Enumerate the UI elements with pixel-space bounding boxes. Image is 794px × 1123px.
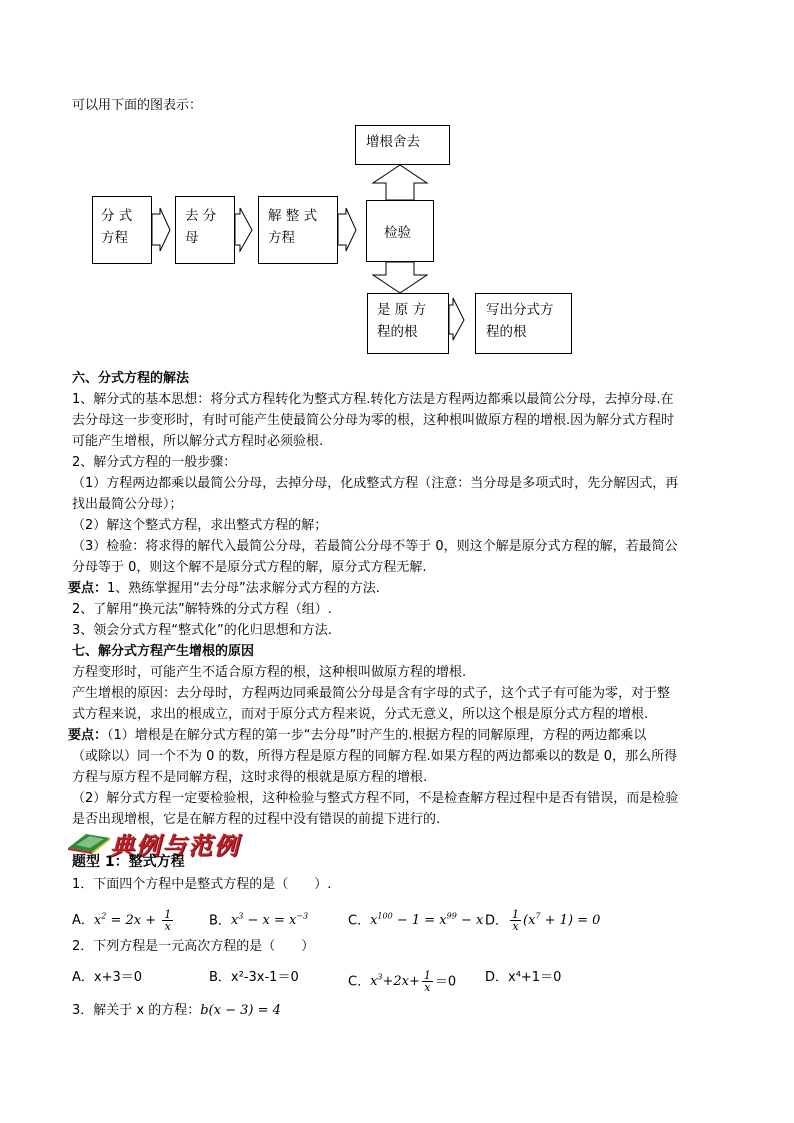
section7-line5: （或除以）同一个不为 0 的数，所得方程是原方程的同解方程.如果方程的两边都乘以的数是 0，那么所得 bbox=[72, 749, 678, 764]
box-original-root bbox=[367, 293, 449, 354]
fraction-numerator: 1 bbox=[164, 908, 172, 922]
section7-line2: 产生增根的原因：去分母时，方程两边同乘最简公分母是含有字母的式子，这个式子有可能为零，对于整 bbox=[72, 686, 671, 701]
q1-option-a-label: A． bbox=[72, 913, 94, 929]
section6-line7: （2）解这个整式方程，求出整式方程的解； bbox=[72, 518, 328, 533]
question3 bbox=[72, 1000, 281, 1021]
fraction-numerator: 1 bbox=[512, 908, 520, 922]
arrow-right-2 bbox=[235, 208, 252, 251]
q1-option-b-label: B． bbox=[209, 913, 231, 929]
q2-option-b: B．x²-3x-1＝0 bbox=[209, 970, 299, 985]
q1-option-b bbox=[209, 902, 308, 936]
q1-option-b-formula: $x^3 - x = x^{-3}$ bbox=[230, 912, 309, 929]
fraction-denominator: x bbox=[164, 920, 171, 934]
q1-option-d bbox=[485, 902, 600, 936]
section6-key1 bbox=[68, 578, 380, 599]
q2-option-a: A．x+3＝0 bbox=[72, 970, 143, 985]
fraction-1-over-x bbox=[162, 909, 173, 932]
arrow-right-3 bbox=[338, 208, 356, 251]
box-remove-denominator-line1: 去 分 bbox=[185, 208, 217, 224]
section6-line2: 去分母这一步变形时，有时可能产生使最简公分母为零的根，这种根叫做原方程的增根.因为解分式方程时 bbox=[72, 413, 675, 428]
q2-option-c-label: C． bbox=[348, 974, 371, 990]
q1-option-d-formula: $(x^7 + 1) = 0$ bbox=[523, 912, 601, 929]
box-fractional-equation bbox=[92, 196, 152, 264]
q1-option-d-label: D． bbox=[485, 913, 509, 929]
box-discard-root bbox=[355, 125, 450, 165]
q1-option-a bbox=[72, 908, 175, 934]
intro-text: 可以用下面的图表示： bbox=[72, 98, 203, 113]
box-write-root bbox=[475, 293, 572, 354]
section7-line6: 方程与原方程不是同解方程，这时求得的根就是原方程的增根. bbox=[72, 770, 428, 785]
q2-option-d: D．x⁴+1＝0 bbox=[485, 970, 562, 985]
box-solve-integral bbox=[258, 196, 338, 264]
box-check-label: 检验 bbox=[384, 225, 411, 241]
question1-options bbox=[72, 902, 601, 934]
section6-line5: （1）方程两边都乘以最简公分母，去掉分母，化成整式方程（注意：当分母是多项式时，先分解因式，再 bbox=[72, 476, 679, 491]
box-original-root-line2: 程的根 bbox=[377, 324, 418, 340]
section6-line9: 分母等于 0，则这个解不是原分式方程的解，原分式方程无解. bbox=[72, 560, 427, 575]
section6-line3: 可能产生增根，所以解分式方程时必须验根. bbox=[72, 434, 324, 449]
section7-key-line bbox=[68, 725, 646, 746]
question1-stem: 1．下面四个方程中是整式方程的是（ ）. bbox=[72, 877, 332, 892]
box-solve-integral-line1: 解 整 式 bbox=[268, 208, 318, 224]
fraction-denominator: x bbox=[512, 920, 519, 934]
fraction-numerator: 1 bbox=[423, 969, 431, 983]
box-check bbox=[366, 200, 434, 262]
box-fractional-equation-line2: 方程 bbox=[101, 230, 128, 246]
q2-option-c bbox=[348, 963, 456, 997]
box-solve-integral-line2: 方程 bbox=[268, 230, 295, 246]
arrow-right-4 bbox=[449, 298, 464, 340]
box-discard-root-label: 增根舍去 bbox=[366, 134, 420, 150]
box-fractional-equation-line1: 分 式 bbox=[101, 208, 133, 224]
section7-line1: 方程变形时，可能产生不适合原方程的根，这种根叫做原方程的增根. bbox=[72, 665, 467, 680]
question-type-title: 题型 1：整式方程 bbox=[72, 854, 185, 870]
q2-option-c-formula: $x^3+2x+$ bbox=[370, 973, 420, 990]
section7-line7: （2）解分式方程一定要检验根，这种检验与整式方程不同，不是检查解方程过程中是否有错误，而是检验 bbox=[72, 791, 679, 806]
section7-key-label: 要点： bbox=[68, 728, 108, 743]
q2-option-c-equals: ＝0 bbox=[434, 974, 457, 990]
fraction-1-over-x-q2 bbox=[422, 970, 433, 993]
box-remove-denominator-line2: 母 bbox=[185, 230, 199, 246]
section6-line6: 找出最简公分母）； bbox=[72, 497, 183, 512]
section6-line8: （3）检验：将求得的解代入最简公分母，若最简公分母不等于 0，则这个解是原分式方程的解，若最简公 bbox=[72, 539, 678, 554]
flowchart bbox=[0, 0, 794, 370]
section6-line1: 1、解分式的基本思想：将分式方程转化为整式方程.转化方法是方程两边都乘以最简公分母，去掉分母.在 bbox=[72, 392, 674, 407]
book-icon bbox=[66, 830, 112, 854]
arrow-right-1 bbox=[152, 208, 170, 251]
section6-key2: 2、了解用“换元法”解特殊的分式方程（组）. bbox=[72, 602, 332, 617]
section6-title: 六、分式方程的解法 bbox=[72, 371, 190, 386]
q1-option-c-formula: $x^{100} - 1 = x^{99} - x$ bbox=[370, 912, 484, 929]
section7-line8: 是否出现增根，它是在解方程的过程中没有错误的前提下进行的. bbox=[72, 812, 441, 827]
arrow-down bbox=[373, 262, 427, 293]
question2-options bbox=[72, 963, 562, 995]
arrow-up bbox=[373, 165, 427, 200]
fraction-1-over-x-d bbox=[510, 909, 521, 932]
box-remove-denominator bbox=[175, 196, 235, 264]
q1-option-c bbox=[348, 902, 483, 936]
question3-formula: b(x − 3) = 4 bbox=[200, 1003, 281, 1018]
section6-line4: 2、解分式方程的一般步骤： bbox=[72, 455, 237, 470]
q1-option-c-label: C． bbox=[348, 913, 371, 929]
banner-title: 典例与范例 bbox=[110, 831, 240, 860]
question2-stem: 2．下列方程是一元高次方程的是（ ） bbox=[72, 939, 315, 954]
section7-line3: 式方程来说，求出的根成立，而对于原分式方程来说，分式无意义，所以这个根是原分式方程的增根. bbox=[72, 707, 649, 722]
box-write-root-line2: 程的根 bbox=[486, 324, 527, 340]
box-original-root-line1: 是 原 方 bbox=[377, 302, 427, 318]
section6-key1-text: 1、熟练掌握用“去分母”法求解分式方程的方法. bbox=[107, 581, 380, 596]
section6-key3: 3、领会分式方程“整式化”的化归思想和方法. bbox=[72, 623, 332, 638]
section7-line4: （1）增根是在解分式方程的第一步“去分母”时产生的.根据方程的同解原理，方程的两边都乘以 bbox=[107, 728, 647, 743]
section7-title: 七、解分式方程产生增根的原因 bbox=[72, 644, 255, 659]
box-write-root-line1: 写出分式方 bbox=[486, 302, 554, 318]
fraction-denominator: x bbox=[424, 981, 431, 995]
section6-key-label: 要点： bbox=[68, 581, 108, 596]
question3-stem: 3．解关于 x 的方程： bbox=[72, 1003, 201, 1018]
q1-option-a-formula: $x^2 = 2x$ + bbox=[93, 912, 161, 929]
